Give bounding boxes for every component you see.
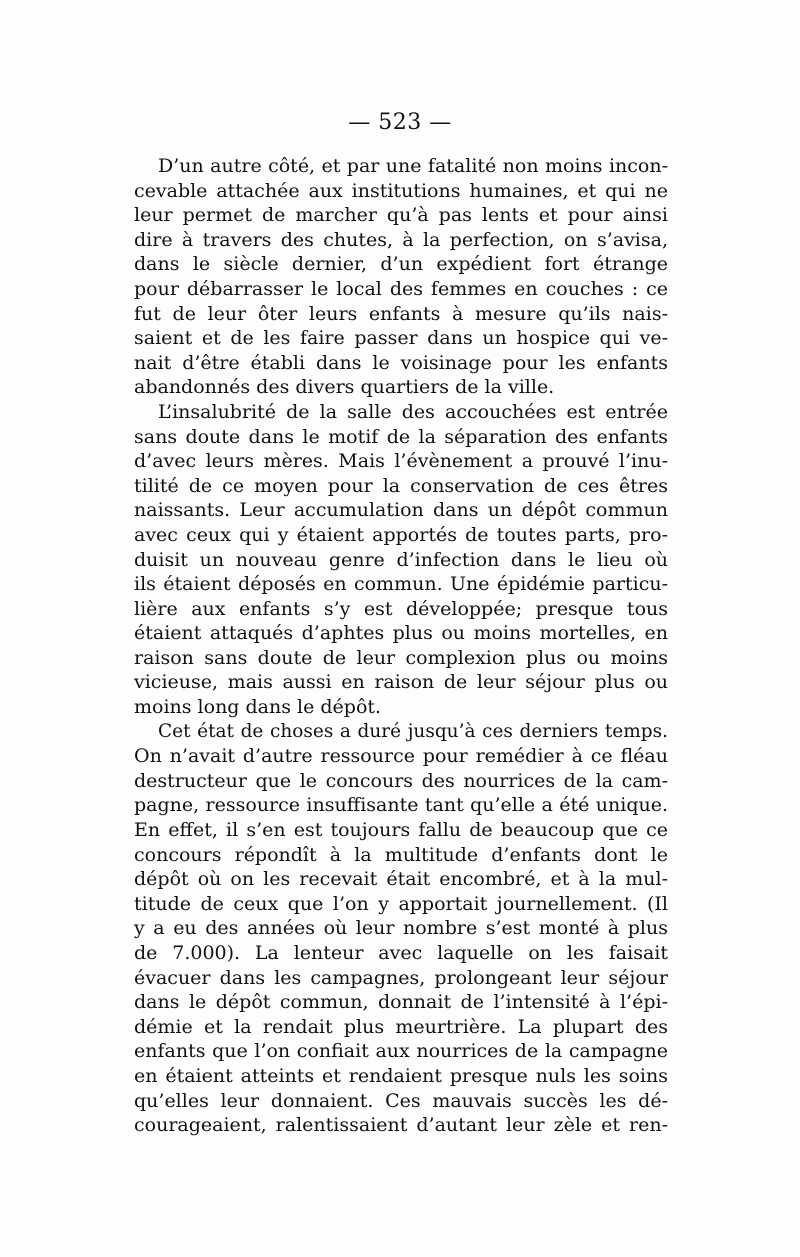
page-number: — 523 — [348, 110, 452, 135]
text-line: en étaient atteints et rendaient presque nuls les soins [134, 1064, 668, 1087]
text-line: On n’avait d’autre ressource pour remédier à ce fléau [134, 745, 668, 768]
text-line: dans le dépôt commun, donnait de l’intensité à l’épi- [134, 991, 668, 1014]
text-line: courageaient, ralentissaient d’autant leur zèle et ren- [134, 1114, 668, 1137]
body-text [134, 154, 668, 1138]
text-line: avec ceux qui y étaient apportés de toutes parts, pro- [134, 523, 668, 546]
text-line: étaient attaqués d’aphtes plus ou moins mortelles, en [134, 622, 668, 645]
text-line: enfants que l’on confiait aux nourrices de la campagne [134, 1040, 668, 1063]
text-line: dans le siècle dernier, d’un expédient fort étrange [134, 253, 668, 276]
text-line: moins long dans le dépôt. [134, 696, 382, 719]
text-line: évacuer dans les campagnes, prolongeant leur séjour [134, 966, 668, 989]
text-line: saient et de les faire passer dans un hospice qui ve- [134, 327, 668, 350]
text-line: pour débarrasser le local des femmes en couches : ce [134, 277, 668, 300]
text-line: pagne, ressource insuffisante tant qu’elle a été unique. [134, 794, 668, 817]
text-line: leur permet de marcher qu’à pas lents et pour ainsi [134, 204, 668, 227]
text-line: qu’elles leur donnaient. Ces mauvais succès les dé- [134, 1089, 668, 1112]
text-line: ils étaient déposés en commun. Une épidémie particu- [134, 573, 668, 596]
text-line: démie et la rendait plus meurtrière. La plupart des [134, 1015, 668, 1038]
text-line: duisit un nouveau genre d’infection dans le lieu où [134, 548, 668, 571]
text-line: de 7.000). La lenteur avec laquelle on les faisait [134, 942, 668, 964]
text-line: dépôt où on les recevait était encombré, et à la mul- [134, 868, 668, 891]
text-line: titude de ceux que l’on y apportait journellement. (Il [134, 892, 668, 915]
text-line: d’avec leurs mères. Mais l’évènement a prouvé l’inu- [134, 450, 668, 473]
text-line: L’insalubrité de la salle des accouchées est entrée [158, 400, 668, 423]
text-line: y a eu des années où leur nombre s’est monté à plus [134, 917, 668, 940]
text-line: cevable attachée aux institutions humaines, et qui ne [134, 179, 668, 202]
text-line: abandonnés des divers quartiers de la ville. [134, 376, 555, 399]
text-line: fut de leur ôter leurs enfants à mesure qu’ils nais- [134, 302, 668, 325]
text-line: En effet, il s’en est toujours fallu de beaucoup que ce [134, 819, 668, 842]
text-line: naissants. Leur accumulation dans un dépôt commun [134, 499, 668, 522]
text-line: destructeur que le concours des nourrices de la cam- [134, 769, 668, 792]
text-line: Cet état de choses a duré jusqu’à ces derniers temps. [158, 720, 668, 742]
text-line: concours répondît à la multitude d’enfants dont le [134, 843, 668, 866]
text-line: vicieuse, mais aussi en raison de leur séjour plus ou [134, 671, 668, 694]
text-line: nait d’être établi dans le voisinage pour les enfants [134, 351, 668, 374]
text-line: sans doute dans le motif de la séparation des enfants [134, 425, 668, 448]
text-line: tilité de ce moyen pour la conservation de ces êtres [134, 474, 668, 497]
text-line: D’un autre côté, et par une fatalité non moins incon- [158, 155, 668, 177]
text-line: dire à travers des chutes, à la perfection, on s’avisa, [134, 228, 668, 251]
text-line: raison sans doute de leur complexion plus ou moins [134, 646, 668, 669]
text-line: lière aux enfants s’y est développée; presque tous [134, 597, 668, 620]
